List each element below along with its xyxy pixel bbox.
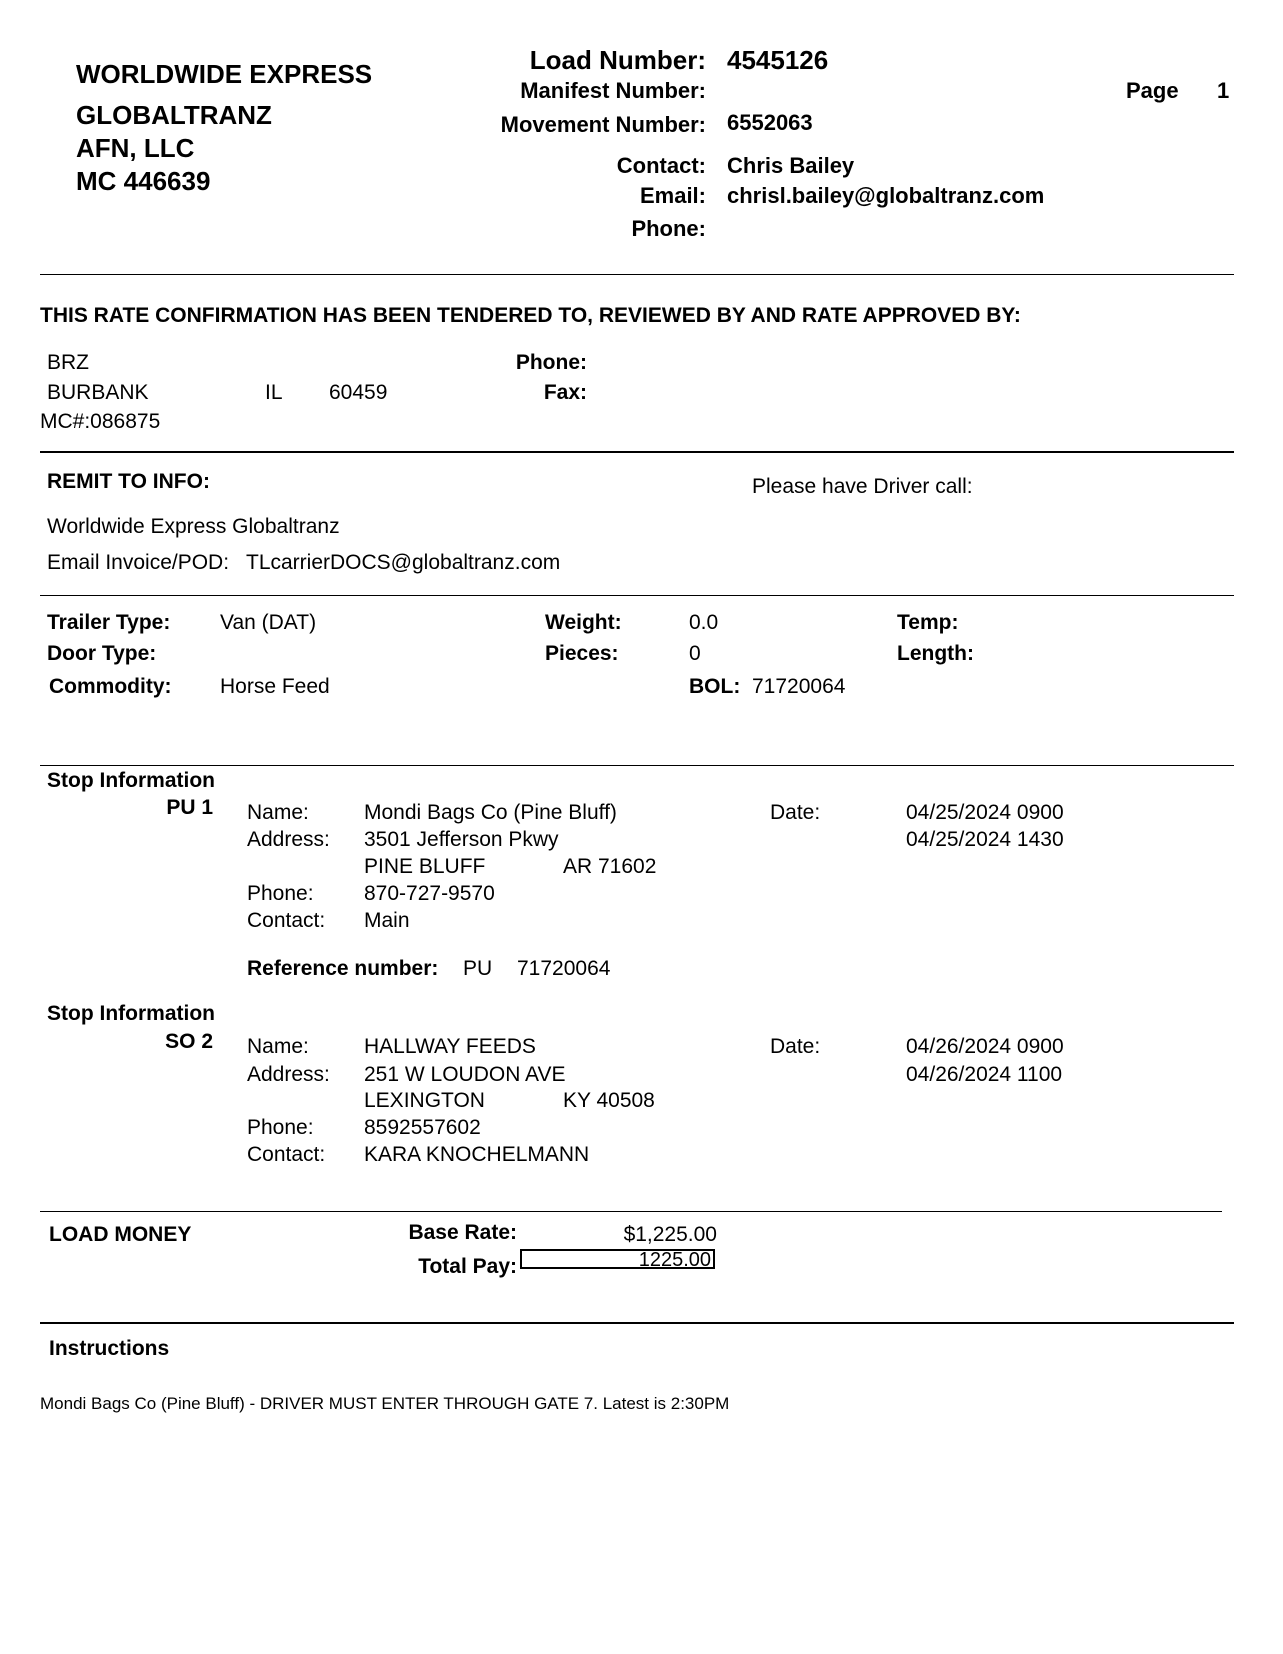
- driver-call-note: Please have Driver call:: [752, 475, 973, 498]
- bol-value: 71720064: [752, 675, 846, 698]
- contact-value: Chris Bailey: [727, 153, 855, 178]
- trailer-type-value: Van (DAT): [220, 611, 317, 634]
- stop-address: 3501 Jefferson Pkwy: [364, 828, 559, 851]
- divider: [40, 1322, 1234, 1324]
- divider: [40, 1211, 1222, 1212]
- company-name-line1: WORLDWIDE EXPRESS: [76, 59, 373, 89]
- stop-contact-label: Contact:: [247, 1143, 326, 1166]
- base-rate-value: $1,225.00: [623, 1223, 717, 1246]
- stop-address-label: Address:: [247, 828, 330, 851]
- company-mc-number: MC 446639: [76, 166, 211, 196]
- page-label: Page: [1126, 78, 1179, 103]
- carrier-zip: 60459: [329, 381, 388, 404]
- remit-name: Worldwide Express Globaltranz: [47, 515, 340, 538]
- stop-address: 251 W LOUDON AVE: [364, 1063, 566, 1086]
- reference-type: PU: [463, 957, 493, 980]
- base-rate-label: Base Rate:: [408, 1221, 517, 1244]
- email-value: chrisl.bailey@globaltranz.com: [727, 183, 1045, 208]
- stop-info-heading: Stop Information: [47, 769, 215, 792]
- length-label: Length:: [897, 642, 974, 665]
- stop-code: SO 2: [165, 1030, 213, 1053]
- stop-code: PU 1: [166, 796, 213, 819]
- door-type-label: Door Type:: [47, 642, 157, 665]
- weight-value: 0.0: [689, 611, 719, 634]
- pieces-value: 0: [689, 642, 701, 665]
- temp-label: Temp:: [897, 611, 959, 634]
- email-label: Email:: [639, 183, 706, 208]
- remit-heading: REMIT TO INFO:: [47, 470, 210, 493]
- bol-label: BOL:: [689, 675, 741, 698]
- movement-number-value: 6552063: [727, 110, 813, 135]
- commodity-label: Commodity:: [49, 675, 172, 698]
- manifest-number-label: Manifest Number:: [520, 78, 706, 103]
- stop-date-start: 04/26/2024 0900: [906, 1035, 1064, 1058]
- stop-name-label: Name:: [247, 801, 309, 824]
- stop-name: Mondi Bags Co (Pine Bluff): [364, 801, 617, 824]
- carrier-state: IL: [265, 381, 283, 404]
- reference-value: 71720064: [517, 957, 611, 980]
- stop-name-label: Name:: [247, 1035, 309, 1058]
- pieces-label: Pieces:: [545, 642, 619, 665]
- remit-email-value: TLcarrierDOCS@globaltranz.com: [246, 551, 561, 574]
- remit-email-label: Email Invoice/POD:: [47, 551, 230, 574]
- divider: [40, 595, 1234, 596]
- carrier-phone-label: Phone:: [515, 351, 587, 374]
- stop-state-zip: KY 40508: [563, 1089, 655, 1112]
- trailer-type-label: Trailer Type:: [47, 611, 171, 634]
- carrier-city: BURBANK: [47, 381, 149, 404]
- divider: [40, 274, 1234, 275]
- carrier-mc: MC#:086875: [40, 410, 161, 433]
- stop-date-end: 04/25/2024 1430: [906, 828, 1064, 851]
- divider: [40, 451, 1234, 453]
- stop-phone: 8592557602: [364, 1116, 481, 1139]
- stop-state-zip: AR 71602: [563, 855, 657, 878]
- total-pay-value: 1225.00: [520, 1249, 715, 1269]
- total-pay-label: Total Pay:: [418, 1255, 517, 1278]
- page-number: 1: [1217, 78, 1230, 103]
- stop-contact: KARA KNOCHELMANN: [364, 1143, 590, 1166]
- stop-city: PINE BLUFF: [364, 855, 486, 878]
- stop-contact-label: Contact:: [247, 909, 326, 932]
- stop-phone-label: Phone:: [247, 1116, 314, 1139]
- load-number-label: Load Number:: [529, 45, 706, 75]
- stop-city: LEXINGTON: [364, 1089, 485, 1112]
- divider: [40, 765, 1234, 766]
- company-name-line2: GLOBALTRANZ: [76, 100, 272, 130]
- stop-date-label: Date:: [770, 801, 821, 824]
- movement-number-label: Movement Number:: [500, 112, 706, 137]
- contact-label: Contact:: [616, 153, 706, 178]
- stop-info-heading: Stop Information: [47, 1002, 215, 1025]
- stop-name: HALLWAY FEEDS: [364, 1035, 536, 1058]
- stop-contact: Main: [364, 909, 410, 932]
- carrier-name: BRZ: [47, 351, 89, 374]
- phone-label: Phone:: [631, 216, 706, 241]
- company-name-line3: AFN, LLC: [76, 133, 195, 163]
- stop-date-label: Date:: [770, 1035, 821, 1058]
- weight-label: Weight:: [545, 611, 622, 634]
- instructions-text: Mondi Bags Co (Pine Bluff) - DRIVER MUST ENTER THROUGH GATE 7. Latest is 2:30PM: [40, 1394, 730, 1413]
- load-money-heading: LOAD MONEY: [49, 1223, 192, 1246]
- carrier-fax-label: Fax:: [543, 381, 587, 404]
- reference-number-label: Reference number:: [247, 957, 439, 980]
- instructions-heading: Instructions: [49, 1337, 170, 1360]
- stop-date-end: 04/26/2024 1100: [906, 1063, 1063, 1086]
- load-number-value: 4545126: [727, 45, 829, 75]
- commodity-value: Horse Feed: [220, 675, 330, 698]
- stop-phone-label: Phone:: [247, 882, 314, 905]
- tender-heading: THIS RATE CONFIRMATION HAS BEEN TENDERED TO, REVIEWED BY AND RATE APPROVED BY:: [40, 304, 1021, 327]
- stop-date-start: 04/25/2024 0900: [906, 801, 1064, 824]
- stop-address-label: Address:: [247, 1063, 330, 1086]
- stop-phone: 870-727-9570: [364, 882, 495, 905]
